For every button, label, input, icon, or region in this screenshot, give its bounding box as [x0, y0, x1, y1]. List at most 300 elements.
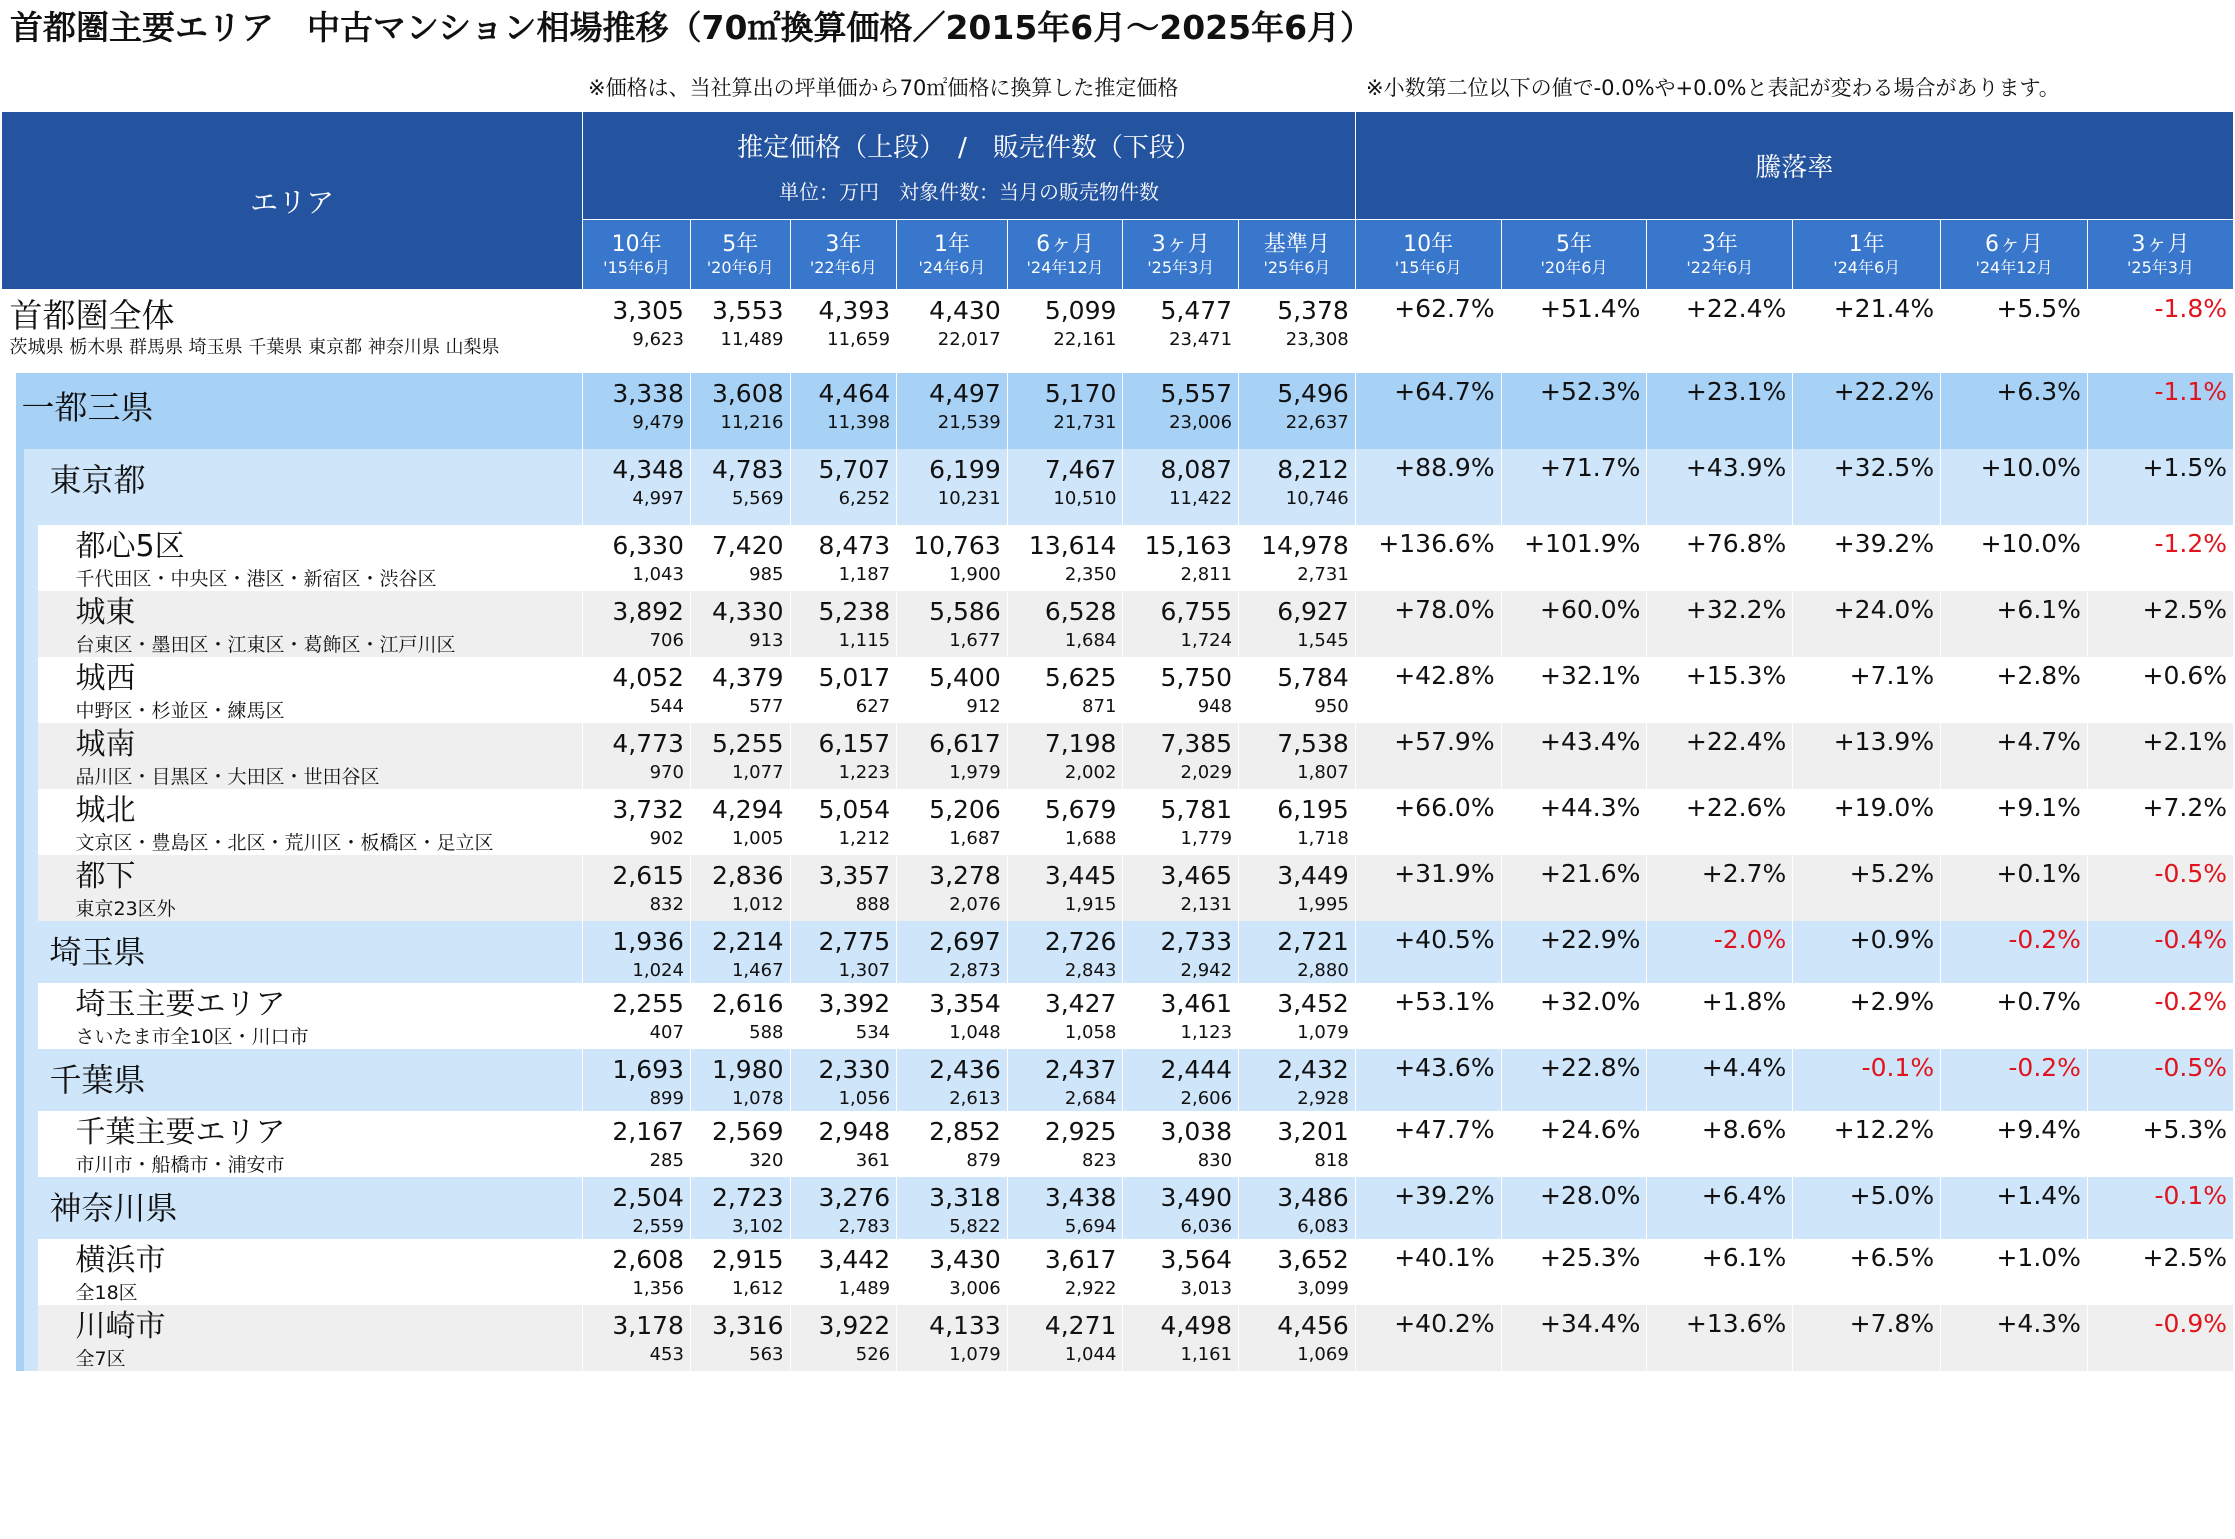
listing-count: 1,212 — [838, 827, 891, 849]
listing-count: 1,056 — [838, 1087, 891, 1109]
price-cell — [790, 525, 897, 591]
area-name: 一都三県 — [21, 387, 154, 427]
rate-cell — [2087, 1049, 2233, 1111]
price-cell — [897, 723, 1008, 789]
price-value: 7,198 — [1044, 728, 1117, 758]
price-cell — [690, 789, 790, 855]
price-value: 3,465 — [1160, 860, 1233, 890]
rate-value: +22.6% — [1685, 792, 1787, 822]
price-cell — [1007, 591, 1123, 657]
price-cell — [690, 373, 790, 449]
listing-count: 2,942 — [1180, 959, 1233, 981]
area-cell — [2, 723, 583, 789]
table-row — [2, 591, 2234, 657]
price-cell — [690, 591, 790, 657]
area-name: 都心5区 — [75, 528, 185, 564]
rate-value: -0.1% — [1861, 1052, 1935, 1082]
rate-value: +78.0% — [1394, 594, 1495, 624]
price-cell — [583, 855, 691, 921]
rate-value: +15.3% — [1685, 660, 1787, 690]
rate-value: +57.9% — [1394, 726, 1495, 756]
price-value: 2,444 — [1160, 1054, 1233, 1084]
price-value: 3,201 — [1277, 1116, 1349, 1146]
price-cell — [583, 525, 691, 591]
rate-value: +40.5% — [1394, 924, 1495, 954]
price-cell — [1007, 789, 1123, 855]
listing-count: 1,718 — [1297, 827, 1349, 849]
price-col-header — [583, 220, 691, 290]
price-table — [1, 111, 2234, 1371]
rate-value: -0.4% — [2154, 924, 2227, 954]
area-name: 千葉主要エリア — [75, 1114, 286, 1150]
price-cell — [1123, 921, 1239, 983]
rate-cell — [1793, 290, 1941, 373]
listing-count: 1,048 — [949, 1021, 1001, 1043]
price-value: 2,733 — [1160, 926, 1233, 956]
listing-count: 1,688 — [1064, 827, 1117, 849]
rate-value: +5.2% — [1849, 858, 1935, 888]
rate-value: +32.0% — [1540, 986, 1641, 1016]
listing-count: 22,017 — [937, 329, 1001, 350]
price-value: 6,927 — [1277, 596, 1349, 626]
rate-cell — [1941, 525, 2088, 591]
rate-value: -0.2% — [2008, 924, 2081, 954]
rate-value: -1.2% — [2154, 528, 2227, 558]
price-cell — [897, 657, 1008, 723]
price-cell — [897, 290, 1008, 373]
price-value: 3,276 — [818, 1182, 891, 1212]
rate-cell — [1793, 921, 1941, 983]
price-col-header — [790, 220, 897, 290]
price-cell — [790, 855, 897, 921]
rate-cell — [1355, 789, 1501, 855]
listing-count: 1,077 — [731, 761, 784, 783]
price-cell — [690, 449, 790, 525]
listing-count: 1,724 — [1180, 629, 1233, 651]
price-cell — [1123, 789, 1239, 855]
area-name: 千葉県 — [49, 1060, 146, 1099]
price-value: 2,436 — [929, 1054, 1001, 1084]
price-value: 5,099 — [1044, 296, 1117, 325]
price-value: 3,608 — [711, 378, 784, 408]
price-cell — [1123, 1239, 1239, 1305]
rate-col-header — [1647, 220, 1793, 290]
listing-count: 361 — [855, 1149, 891, 1171]
col-label: 1年 — [933, 231, 970, 257]
rate-value: +101.9% — [1524, 528, 1641, 558]
listing-count: 970 — [649, 761, 684, 783]
rate-value: +76.8% — [1685, 528, 1787, 558]
price-col-header — [690, 220, 790, 290]
price-cell — [690, 525, 790, 591]
price-cell — [690, 1111, 790, 1177]
rate-value: -0.1% — [2154, 1180, 2227, 1210]
price-cell — [1007, 1239, 1123, 1305]
rate-value: +12.2% — [1833, 1114, 1935, 1144]
price-group-title: 推定価格（上段） / 販売件数（下段） — [737, 132, 1201, 163]
listing-count: 1,078 — [731, 1087, 784, 1109]
price-value: 5,255 — [711, 728, 784, 758]
price-value: 3,430 — [929, 1244, 1001, 1274]
price-cell — [1007, 921, 1123, 983]
col-label: 5年 — [722, 231, 759, 257]
area-name: 城西 — [75, 660, 136, 696]
price-cell — [1123, 591, 1239, 657]
area-name: 川崎市 — [75, 1308, 166, 1344]
price-value: 5,206 — [929, 794, 1001, 824]
listing-count: 2,131 — [1180, 893, 1233, 915]
price-value: 7,385 — [1160, 728, 1233, 758]
price-value: 5,784 — [1277, 662, 1349, 692]
rate-cell — [1501, 290, 1647, 373]
listing-count: 2,606 — [1180, 1087, 1233, 1109]
price-cell — [897, 1239, 1008, 1305]
price-value: 4,294 — [711, 794, 784, 824]
area-subtitle: 市川市・船橋市・浦安市 — [75, 1153, 285, 1176]
price-value: 6,330 — [612, 530, 684, 560]
listing-count: 950 — [1314, 695, 1349, 717]
rate-cell — [1941, 1305, 2088, 1371]
area-subtitle: 品川区・目黒区・大田区・世田谷区 — [75, 765, 380, 788]
rate-col-header — [1355, 220, 1501, 290]
col-label: 3ヶ月 — [2131, 231, 2190, 257]
price-value: 2,330 — [818, 1054, 891, 1084]
rate-cell — [1355, 855, 1501, 921]
price-value: 3,305 — [612, 296, 684, 325]
listing-count: 2,783 — [838, 1215, 891, 1237]
rate-cell — [1941, 921, 2088, 983]
price-cell — [897, 855, 1008, 921]
col-label: 基準月 — [1263, 231, 1330, 257]
listing-count: 1,043 — [632, 563, 684, 585]
rate-cell — [1941, 657, 2088, 723]
rate-value: +0.1% — [1996, 858, 2081, 888]
rate-value: +6.1% — [1996, 594, 2081, 624]
price-value: 4,430 — [929, 296, 1001, 325]
listing-count: 1,684 — [1064, 629, 1117, 651]
listing-count: 9,479 — [632, 411, 684, 433]
rate-value: +5.3% — [2142, 1114, 2227, 1144]
rate-cell — [1647, 290, 1793, 373]
rate-value: +34.4% — [1540, 1308, 1641, 1338]
rate-value: +51.4% — [1540, 294, 1641, 323]
rate-value: +6.3% — [1996, 376, 2081, 406]
price-cell — [583, 983, 691, 1049]
price-value: 5,625 — [1044, 662, 1117, 692]
price-cell — [897, 373, 1008, 449]
listing-count: 10,231 — [937, 487, 1001, 509]
price-cell — [1123, 373, 1239, 449]
area-cell — [2, 1049, 583, 1111]
listing-count: 985 — [749, 563, 784, 585]
listing-count: 577 — [749, 695, 784, 717]
price-cell — [790, 1177, 897, 1239]
rate-cell — [1355, 373, 1501, 449]
price-cell — [583, 657, 691, 723]
price-cell — [583, 723, 691, 789]
col-label: 6ヶ月 — [1036, 231, 1095, 257]
listing-count: 11,398 — [827, 411, 891, 433]
rate-value: +66.0% — [1394, 792, 1495, 822]
area-name: 城東 — [75, 594, 136, 630]
price-value: 3,338 — [612, 378, 684, 408]
price-cell — [583, 591, 691, 657]
price-cell — [1123, 1177, 1239, 1239]
rate-value: +0.7% — [1996, 986, 2081, 1016]
rate-cell — [2087, 657, 2233, 723]
price-value: 3,438 — [1044, 1182, 1117, 1212]
rate-cell — [1793, 789, 1941, 855]
rate-value: +7.8% — [1849, 1308, 1935, 1338]
listing-count: 830 — [1197, 1149, 1233, 1171]
listing-count: 10,510 — [1053, 487, 1117, 509]
rate-value: +2.8% — [1996, 660, 2081, 690]
listing-count: 706 — [649, 629, 684, 651]
area-name: 城南 — [75, 726, 136, 762]
listing-count: 526 — [855, 1343, 891, 1365]
rate-cell — [1501, 1111, 1647, 1177]
rate-cell — [1793, 657, 1941, 723]
rate-value: +9.1% — [1996, 792, 2081, 822]
price-value: 3,354 — [929, 988, 1001, 1018]
listing-count: 2,880 — [1297, 959, 1349, 981]
area-subtitle: 茨城県 栃木県 群馬県 埼玉県 千葉県 東京都 神奈川県 山梨県 — [9, 337, 500, 358]
price-value: 14,978 — [1261, 530, 1349, 560]
price-cell — [690, 290, 790, 373]
listing-count: 1,069 — [1297, 1343, 1349, 1365]
price-value: 5,750 — [1160, 662, 1233, 692]
rate-cell — [1793, 1049, 1941, 1111]
rate-value: +22.4% — [1685, 726, 1787, 756]
listing-count: 21,731 — [1053, 411, 1117, 433]
listing-count: 1,687 — [949, 827, 1001, 849]
price-cell — [790, 373, 897, 449]
rate-value: +4.7% — [1996, 726, 2081, 756]
listing-count: 1,779 — [1180, 827, 1233, 849]
price-cell — [790, 591, 897, 657]
listing-count: 544 — [649, 695, 684, 717]
price-value: 8,212 — [1277, 454, 1349, 484]
rate-cell — [2087, 1305, 2233, 1371]
area-name: 神奈川県 — [49, 1188, 178, 1227]
col-label: 3年 — [825, 231, 862, 257]
price-value: 2,569 — [711, 1116, 784, 1146]
rate-cell — [2087, 1239, 2233, 1305]
price-cell — [1007, 525, 1123, 591]
table-row — [2, 1111, 2234, 1177]
price-cell — [583, 449, 691, 525]
col-date: '20年6月 — [1540, 257, 1608, 277]
price-cell — [1123, 723, 1239, 789]
price-value: 3,490 — [1160, 1182, 1233, 1212]
price-cell — [790, 789, 897, 855]
listing-count: 5,822 — [949, 1215, 1001, 1237]
rate-cell — [1647, 983, 1793, 1049]
rate-value: +40.2% — [1394, 1308, 1495, 1338]
price-cell — [1239, 723, 1356, 789]
price-value: 2,697 — [929, 926, 1001, 956]
area-subtitle: 中野区・杉並区・練馬区 — [75, 699, 285, 722]
listing-count: 21,539 — [937, 411, 1001, 433]
price-value: 5,378 — [1277, 296, 1349, 325]
rate-cell — [1501, 855, 1647, 921]
price-cell — [897, 921, 1008, 983]
col-date: '25年3月 — [1147, 257, 1215, 277]
rate-value: +21.4% — [1833, 294, 1935, 323]
price-cell — [1007, 290, 1123, 373]
rate-cell — [1647, 657, 1793, 723]
listing-count: 902 — [649, 827, 684, 849]
rate-value: +28.0% — [1540, 1180, 1641, 1210]
listing-count: 832 — [649, 893, 684, 915]
rate-group-title: 騰落率 — [1755, 153, 1834, 183]
area-name: 横浜市 — [75, 1242, 166, 1278]
rate-value: +40.1% — [1394, 1242, 1495, 1272]
listing-count: 1,677 — [949, 629, 1001, 651]
rate-cell — [1793, 1111, 1941, 1177]
listing-count: 1,161 — [1180, 1343, 1233, 1365]
rate-cell — [1793, 723, 1941, 789]
rate-value: +23.1% — [1685, 376, 1787, 406]
rate-cell — [1501, 1239, 1647, 1305]
listing-count: 1,223 — [838, 761, 891, 783]
listing-count: 1,979 — [949, 761, 1001, 783]
rate-cell — [1501, 591, 1647, 657]
rate-cell — [1793, 449, 1941, 525]
price-group-header — [583, 112, 1355, 220]
price-value: 4,497 — [929, 378, 1001, 408]
price-value: 7,467 — [1044, 454, 1117, 484]
listing-count: 4,997 — [632, 487, 684, 509]
area-subtitle: 全7区 — [75, 1347, 126, 1370]
area-subtitle: 千代田区・中央区・港区・新宿区・渋谷区 — [75, 567, 437, 590]
price-value: 3,316 — [711, 1310, 784, 1340]
listing-count: 453 — [649, 1343, 684, 1365]
listing-count: 2,350 — [1064, 563, 1117, 585]
listing-count: 2,843 — [1064, 959, 1117, 981]
price-value: 3,461 — [1160, 988, 1233, 1018]
price-cell — [1123, 449, 1239, 525]
rate-value: +39.2% — [1833, 528, 1935, 558]
price-value: 2,608 — [612, 1244, 684, 1274]
col-date: '24年12月 — [1026, 257, 1104, 277]
price-value: 3,452 — [1277, 988, 1349, 1018]
rate-cell — [2087, 525, 2233, 591]
price-cell — [1123, 855, 1239, 921]
price-value: 6,528 — [1044, 596, 1117, 626]
area-cell — [2, 921, 583, 983]
listing-count: 2,873 — [949, 959, 1001, 981]
rate-cell — [1793, 983, 1941, 1049]
price-value: 3,617 — [1044, 1244, 1117, 1274]
listing-count: 1,307 — [838, 959, 891, 981]
price-cell — [583, 290, 691, 373]
price-col-header — [897, 220, 1008, 290]
rate-cell — [1647, 789, 1793, 855]
rate-value: +10.0% — [1980, 452, 2081, 482]
listing-count: 2,684 — [1064, 1087, 1117, 1109]
price-value: 3,427 — [1044, 988, 1117, 1018]
area-cell — [2, 449, 583, 525]
price-value: 3,922 — [818, 1310, 891, 1340]
rate-cell — [1501, 1177, 1647, 1239]
rate-value: -2.0% — [1713, 924, 1787, 954]
price-cell — [690, 1049, 790, 1111]
rate-value: +21.6% — [1540, 858, 1641, 888]
rate-col-header — [1793, 220, 1941, 290]
rate-cell — [1647, 591, 1793, 657]
rate-value: +0.6% — [2142, 660, 2227, 690]
listing-count: 6,083 — [1297, 1215, 1349, 1237]
price-value: 5,170 — [1044, 378, 1117, 408]
rate-value: +5.5% — [1996, 294, 2081, 323]
area-subtitle: 全18区 — [75, 1281, 138, 1304]
rate-cell — [2087, 723, 2233, 789]
table-row — [2, 1239, 2234, 1305]
price-value: 15,163 — [1144, 530, 1233, 560]
rate-cell — [2087, 1111, 2233, 1177]
rate-value: +10.0% — [1980, 528, 2081, 558]
listing-count: 3,099 — [1297, 1277, 1349, 1299]
price-cell — [1239, 449, 1356, 525]
rate-cell — [1501, 983, 1647, 1049]
listing-count: 407 — [649, 1021, 684, 1043]
rate-value: +5.0% — [1849, 1180, 1935, 1210]
rate-col-header — [1501, 220, 1647, 290]
price-value: 5,054 — [818, 794, 891, 824]
rate-cell — [1941, 723, 2088, 789]
price-value: 3,449 — [1277, 860, 1349, 890]
listing-count: 534 — [855, 1021, 891, 1043]
price-value: 3,278 — [929, 860, 1001, 890]
listing-count: 3,013 — [1180, 1277, 1233, 1299]
listing-count: 6,252 — [838, 487, 891, 509]
table-row — [2, 855, 2234, 921]
price-cell — [790, 921, 897, 983]
price-value: 5,707 — [818, 454, 891, 484]
price-cell — [583, 1305, 691, 1371]
listing-count: 1,489 — [838, 1277, 891, 1299]
rate-cell — [1355, 449, 1501, 525]
rate-cell — [2087, 983, 2233, 1049]
price-cell — [1007, 723, 1123, 789]
rate-value: +7.2% — [2142, 792, 2227, 822]
rate-cell — [1355, 723, 1501, 789]
price-value: 5,400 — [929, 662, 1001, 692]
price-value: 3,553 — [711, 296, 784, 325]
listing-count: 3,006 — [949, 1277, 1001, 1299]
rate-value: +25.3% — [1540, 1242, 1641, 1272]
price-cell — [690, 983, 790, 1049]
price-value: 4,348 — [612, 454, 684, 484]
price-cell — [897, 789, 1008, 855]
price-cell — [1239, 373, 1356, 449]
price-cell — [690, 855, 790, 921]
col-date: '20年6月 — [706, 257, 774, 277]
rate-value: +43.9% — [1685, 452, 1787, 482]
listing-count: 1,024 — [632, 959, 684, 981]
price-note: ※価格は、当社算出の坪単価から70㎡価格に換算した推定価格 — [588, 76, 1179, 100]
price-cell — [1239, 1111, 1356, 1177]
price-value: 5,496 — [1277, 378, 1349, 408]
price-value: 3,392 — [818, 988, 891, 1018]
price-cell — [690, 1239, 790, 1305]
price-value: 2,925 — [1044, 1116, 1117, 1146]
price-cell — [583, 1177, 691, 1239]
col-date: '25年6月 — [1263, 257, 1331, 277]
price-value: 4,773 — [612, 728, 684, 758]
listing-count: 2,928 — [1297, 1087, 1349, 1109]
